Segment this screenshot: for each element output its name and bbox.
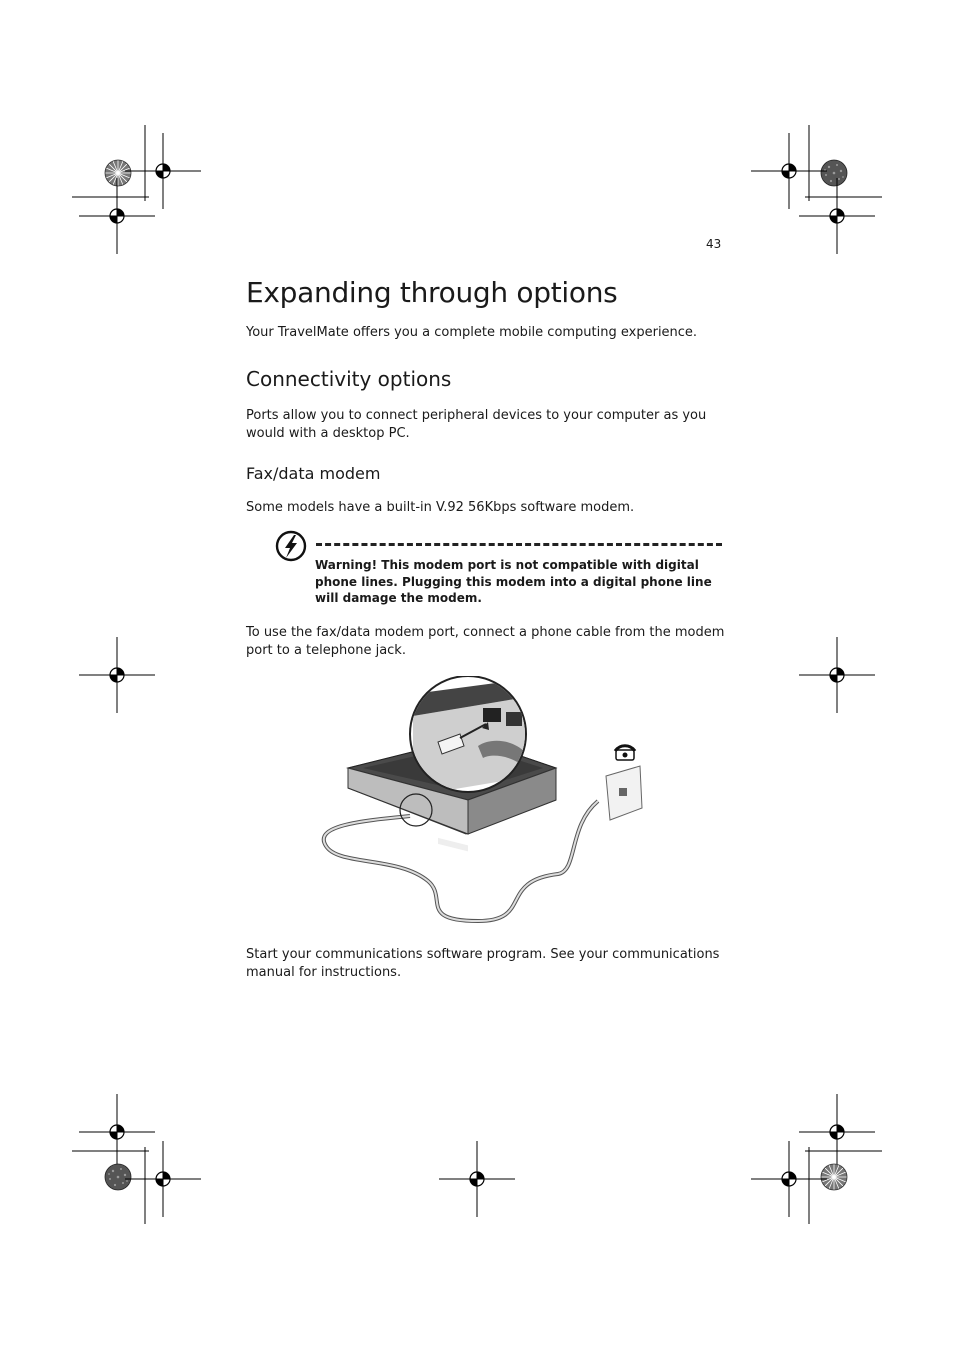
modem-connection-illustration xyxy=(318,676,648,926)
page-number: 43 xyxy=(706,237,722,251)
warning-divider xyxy=(316,543,722,546)
intro-paragraph: Your TravelMate offers you a complete mobile computing experience. xyxy=(246,325,698,340)
instruction-paragraph: To use the fax/data modem port, connect a phone cable from the modem port to a telephone jack. xyxy=(246,625,725,658)
section-heading: Connectivity options xyxy=(246,367,452,391)
page-title: Expanding through options xyxy=(246,276,618,309)
warning-text: Warning! This modem port is not compatible with digital phone lines. Plugging this modem into a digital phone line will damage the modem. xyxy=(315,558,712,605)
modem-paragraph: Some models have a built-in V.92 56Kbps software modem. xyxy=(246,500,635,515)
subsection-heading: Fax/data modem xyxy=(246,464,381,483)
section-paragraph: Ports allow you to connect peripheral devices to your computer as you would with a desktop PC. xyxy=(246,408,707,441)
warning-lightning-icon xyxy=(275,530,307,562)
closing-paragraph: Start your communications software program. See your communications manual for instructions. xyxy=(246,947,720,980)
telephone-icon xyxy=(615,746,635,760)
